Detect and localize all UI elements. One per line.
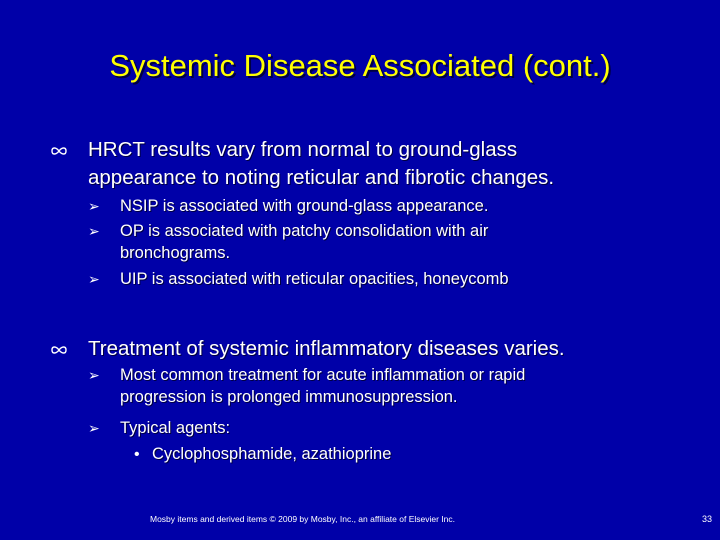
infinity-bullet-icon: [50, 345, 68, 355]
arrow-bullet-icon: ➢: [88, 198, 100, 214]
sub-bullet-line: Typical agents:: [120, 419, 231, 437]
arrow-bullet-icon: ➢: [88, 367, 100, 383]
arrow-bullet-icon: ➢: [88, 271, 100, 287]
sub-bullet-line: Most common treatment for acute inflammation or rapid: [120, 366, 526, 384]
page-number: 33: [701, 514, 712, 524]
sub-bullet-line: UIP is associated with reticular opacities, honeycomb: [120, 270, 509, 288]
arrow-bullet-icon: ➢: [88, 223, 100, 239]
bullet-line: appearance to noting reticular and fibrotic changes.: [88, 166, 555, 189]
arrow-bullet-icon: ➢: [88, 420, 100, 436]
bullet-line: HRCT results vary from normal to ground-glass: [88, 138, 518, 161]
bullet-line: Treatment of systemic inflammatory diseases varies.: [88, 337, 565, 360]
infinity-bullet-icon: [50, 146, 68, 156]
sub-bullet-line: bronchograms.: [120, 244, 231, 262]
sub-bullet-line: NSIP is associated with ground-glass appearance.: [120, 197, 489, 215]
dot-bullet-icon: •: [134, 446, 140, 463]
sub-sub-bullet-line: Cyclophosphamide, azathioprine: [152, 445, 392, 463]
sub-bullet-line: OP is associated with patchy consolidation with air: [120, 222, 489, 240]
slide-title: Systemic Disease Associated (cont.): [109, 48, 611, 83]
copyright-footer: Mosby items and derived items © 2009 by Mosby, Inc., an affiliate of Elsevier Inc.: [150, 514, 456, 524]
sub-bullet-line: progression is prolonged immunosuppression.: [120, 388, 458, 406]
